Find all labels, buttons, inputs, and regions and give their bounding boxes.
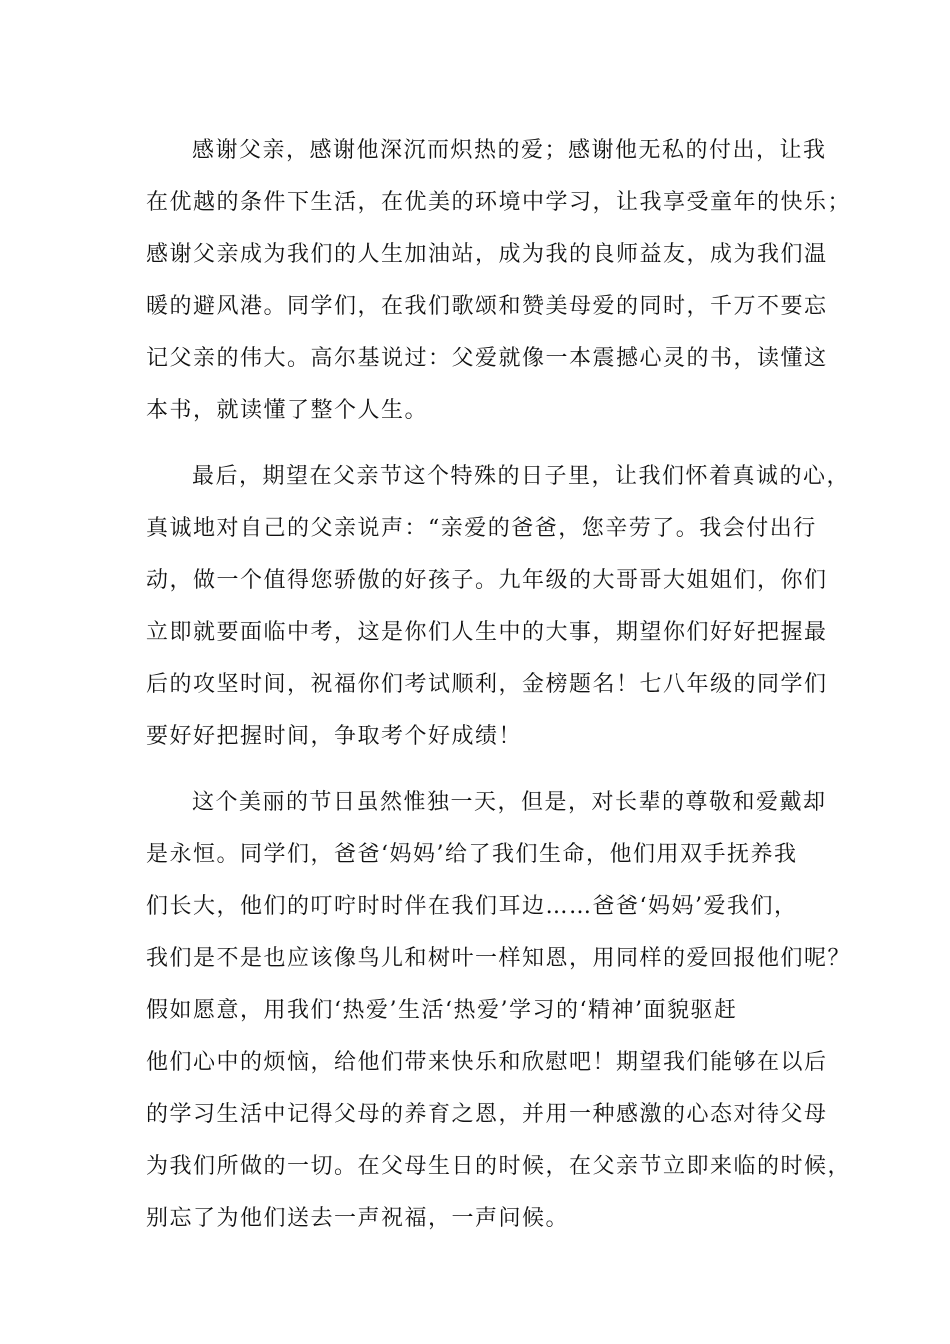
text-line: 为我们所做的一切。在父母生日的时候，在父亲节立即来临的时候，	[146, 1154, 852, 1179]
paragraph-1	[146, 128, 852, 440]
text-line: 本书，就读懂了整个人生。	[146, 398, 429, 423]
text-line: 暖的避风港。同学们，在我们歌颂和赞美母爱的同时，千万不要忘	[146, 294, 828, 319]
text-line: 的学习生活中记得父母的养育之恩，并用一种感激的心态对待父母	[146, 1102, 828, 1127]
text-line: 在优越的条件下生活，在优美的环境中学习，让我享受童年的快乐；	[146, 190, 852, 215]
text-line: 他们心中的烦恼，给他们带来快乐和欣慰吧！期望我们能够在以后	[146, 1050, 828, 1075]
text-line: 感谢父亲成为我们的人生加油站，成为我的良师益友，成为我们温	[146, 242, 828, 267]
paragraph-3	[146, 780, 852, 1248]
text-line: 别忘了为他们送去一声祝福，一声问候。	[146, 1206, 570, 1231]
text-line: 最后，期望在父亲节这个特殊的日子里，让我们怀着真诚的心，	[192, 464, 851, 489]
text-line: 假如愿意，用我们‘热爱’生活‘热爱’学习的‘精神’面貌驱赶	[146, 998, 738, 1023]
text-line: 我们是不是也应该像鸟儿和树叶一样知恩，用同样的爱回报他们呢？	[146, 946, 852, 971]
document-body	[146, 128, 852, 1262]
text-line: 后的攻坚时间，祝福你们考试顺利，金榜题名！七八年级的同学们	[146, 672, 828, 697]
text-line: 是永恒。同学们，爸爸‘妈妈’给了我们生命，他们用双手抚养我	[146, 842, 798, 867]
text-line: 感谢父亲，感谢他深沉而炽热的爱；感谢他无私的付出，让我	[192, 138, 827, 163]
text-line: 记父亲的伟大。高尔基说过：父爱就像一本震撼心灵的书，读懂这	[146, 346, 828, 371]
text-line: 这个美丽的节日虽然惟独一天，但是，对长辈的尊敬和爱戴却	[192, 790, 827, 815]
paragraph-2	[146, 454, 851, 766]
text-line: 要好好把握时间，争取考个好成绩！	[146, 724, 523, 749]
text-line: 们长大，他们的叮咛时时伴在我们耳边……爸爸‘妈妈’爱我们，	[146, 894, 798, 919]
text-line: 动，做一个值得您骄傲的好孩子。九年级的大哥哥大姐姐们，你们	[146, 568, 828, 593]
text-line: 真诚地对自己的父亲说声：“亲爱的爸爸，您辛劳了。我会付出行	[146, 516, 817, 541]
text-line: 立即就要面临中考，这是你们人生中的大事，期望你们好好把握最	[146, 620, 828, 645]
